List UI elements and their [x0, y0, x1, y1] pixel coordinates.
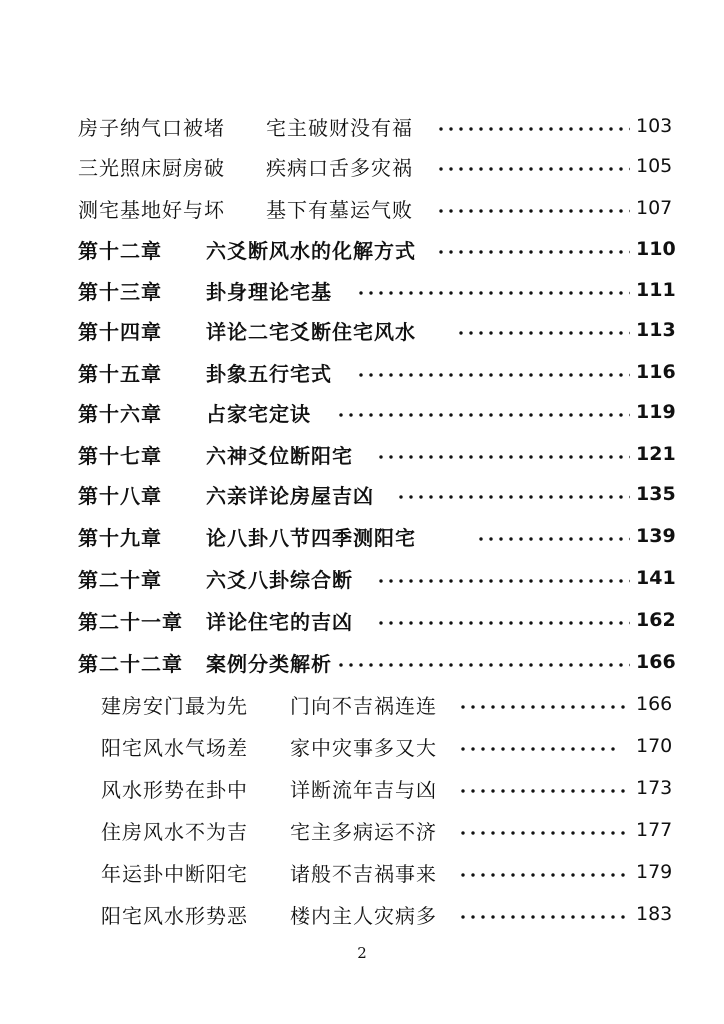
dot-leader	[458, 788, 630, 794]
page-number: 139	[636, 525, 676, 547]
chapter-title: 论八卦八节四季测阳宅	[206, 525, 416, 550]
toc-chapter[interactable]	[0, 272, 724, 308]
chapter-number: 第十六章	[78, 401, 162, 426]
page-number: 166	[636, 693, 673, 715]
dot-leader	[376, 454, 630, 460]
toc-chapter[interactable]	[0, 436, 724, 472]
dot-leader	[436, 166, 630, 172]
dot-leader	[458, 914, 630, 920]
entry-title-part1: 年运卦中断阳宅	[101, 861, 248, 886]
chapter-number: 第十二章	[78, 238, 162, 263]
page-number: 113	[636, 319, 676, 341]
dot-leader	[436, 249, 630, 255]
entry-title-part2: 宅主破财没有福	[266, 115, 413, 140]
dot-leader	[336, 412, 630, 418]
toc-entry[interactable]	[0, 686, 724, 722]
chapter-title: 占家宅定诀	[206, 401, 311, 426]
entry-title-part2: 宅主多病运不济	[290, 819, 437, 844]
toc-entry[interactable]	[0, 148, 724, 184]
chapter-number: 第十五章	[78, 361, 162, 386]
toc-chapter[interactable]	[0, 394, 724, 430]
chapter-number: 第十七章	[78, 443, 162, 468]
dot-leader	[458, 746, 620, 752]
page-number: 103	[636, 115, 673, 137]
chapter-number: 第二十一章	[78, 609, 183, 634]
page-number: 107	[636, 197, 673, 219]
chapter-title: 六爻八卦综合断	[206, 567, 353, 592]
toc-chapter[interactable]	[0, 312, 724, 348]
page-number: 141	[636, 567, 676, 589]
dot-leader	[376, 578, 630, 584]
chapter-title: 卦象五行宅式	[206, 361, 332, 386]
toc-chapter[interactable]	[0, 602, 724, 638]
dot-leader	[458, 830, 630, 836]
entry-title-part2: 门向不吉祸连连	[290, 693, 437, 718]
dot-leader	[356, 372, 630, 378]
toc-entry[interactable]	[0, 190, 724, 226]
entry-title-part2: 详断流年吉与凶	[290, 777, 437, 802]
page-number: 162	[636, 609, 676, 631]
entry-title-part1: 建房安门最为先	[101, 693, 248, 718]
chapter-number: 第二十章	[78, 567, 162, 592]
toc-chapter[interactable]	[0, 518, 724, 554]
toc-chapter[interactable]	[0, 354, 724, 390]
dot-leader	[396, 494, 630, 500]
toc-entry[interactable]	[0, 854, 724, 890]
page-number: 173	[636, 777, 673, 799]
entry-title-part2: 疾病口舌多灾祸	[266, 155, 413, 180]
page-number: 183	[636, 903, 673, 925]
entry-title-part1: 住房风水不为吉	[101, 819, 248, 844]
entry-title-part2: 诸般不吉祸事来	[290, 861, 437, 886]
dot-leader	[356, 290, 630, 296]
toc-entry[interactable]	[0, 896, 724, 932]
dot-leader	[376, 620, 630, 626]
page-number: 135	[636, 483, 676, 505]
toc-chapter[interactable]	[0, 476, 724, 512]
chapter-title: 六神爻位断阳宅	[206, 443, 353, 468]
entry-title-part1: 阳宅风水气场差	[101, 735, 248, 760]
entry-title-part1: 风水形势在卦中	[101, 777, 248, 802]
chapter-number: 第十八章	[78, 483, 162, 508]
dot-leader	[476, 536, 630, 542]
page-number: 110	[636, 238, 676, 260]
dot-leader	[436, 126, 630, 132]
dot-leader	[456, 330, 630, 336]
entry-title-part1: 三光照床厨房破	[78, 155, 225, 180]
chapter-number: 第十四章	[78, 319, 162, 344]
chapter-title: 卦身理论宅基	[206, 279, 332, 304]
entry-title-part1: 测宅基地好与坏	[78, 197, 225, 222]
toc-entry[interactable]	[0, 728, 724, 764]
footer-page-number: 2	[357, 944, 367, 962]
page-number: 119	[636, 401, 676, 423]
dot-leader	[458, 704, 630, 710]
chapter-title: 六爻断风水的化解方式	[206, 238, 416, 263]
entry-title-part2: 基下有墓运气败	[266, 197, 413, 222]
chapter-title: 详论住宅的吉凶	[206, 609, 353, 634]
page-number: 179	[636, 861, 673, 883]
toc-entry[interactable]	[0, 770, 724, 806]
chapter-number: 第十三章	[78, 279, 162, 304]
page-number: 170	[636, 735, 673, 757]
entry-title-part2: 家中灾事多又大	[290, 735, 437, 760]
chapter-number: 第二十二章	[78, 651, 183, 676]
dot-leader	[336, 662, 630, 668]
page-number: 177	[636, 819, 673, 841]
page-number: 166	[636, 651, 676, 673]
page-number: 105	[636, 155, 673, 177]
toc-chapter[interactable]	[0, 560, 724, 596]
chapter-title: 案例分类解析	[206, 651, 332, 676]
dot-leader	[436, 208, 630, 214]
entry-title-part1: 房子纳气口被堵	[78, 115, 225, 140]
page-number: 121	[636, 443, 676, 465]
toc-chapter[interactable]	[0, 231, 724, 267]
dot-leader	[458, 872, 630, 878]
chapter-number: 第十九章	[78, 525, 162, 550]
chapter-title: 详论二宅爻断住宅风水	[206, 319, 416, 344]
toc-entry[interactable]	[0, 108, 724, 144]
entry-title-part2: 楼内主人灾病多	[290, 903, 437, 928]
page-number: 116	[636, 361, 676, 383]
page-number: 111	[636, 279, 676, 301]
toc-entry[interactable]	[0, 812, 724, 848]
entry-title-part1: 阳宅风水形势恶	[101, 903, 248, 928]
chapter-title: 六亲详论房屋吉凶	[206, 483, 374, 508]
toc-chapter[interactable]	[0, 644, 724, 680]
